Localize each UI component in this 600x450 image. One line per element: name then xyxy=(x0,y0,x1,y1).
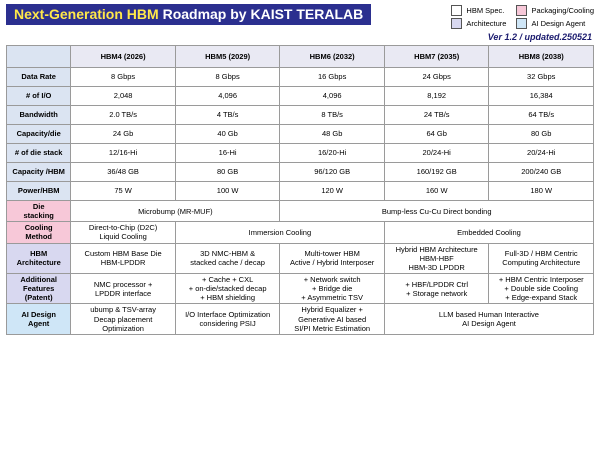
legend-item-ai-design-agent xyxy=(516,18,594,29)
row-header-capacity-hbm: Capacity /HBM xyxy=(7,163,71,182)
row-header-bandwidth: Bandwidth xyxy=(7,106,71,125)
row-header-hbm-architecture: HBM Architecture xyxy=(7,243,71,273)
cell-capacity-hbm-hbm8-2038: 200/240 GB xyxy=(489,163,594,182)
cell-capacity-hbm-hbm5-2029: 80 GB xyxy=(175,163,280,182)
cell-additional-features-patent-4: + HBM Centric Interposer + Double side Cooling + Edge-expand Stack xyxy=(489,273,594,303)
page-title xyxy=(6,4,371,25)
row-header-cooling-method: Cooling Method xyxy=(7,222,71,243)
legend-swatch-architecture xyxy=(451,18,462,29)
table-row xyxy=(7,144,594,163)
legend-label-packaging-cooling: Packaging/Cooling xyxy=(531,6,594,15)
cell-power-hbm-hbm5-2029: 100 W xyxy=(175,182,280,201)
table-row xyxy=(7,304,594,334)
cell-hbm-architecture-0: Custom HBM Base Die HBM-LPDDR xyxy=(71,243,176,273)
column-header-hbm6: HBM6 (2032) xyxy=(280,46,385,68)
legend-item-architecture xyxy=(451,18,506,29)
row-header-additional-features-patent: Additional Features (Patent) xyxy=(7,273,71,303)
cell-additional-features-patent-2: + Network switch + Bridge die + Asymmetric TSV xyxy=(280,273,385,303)
cell-hbm-architecture-1: 3D NMC-HBM & stacked cache / decap xyxy=(175,243,280,273)
row-header-data-rate: Data Rate xyxy=(7,68,71,87)
cell-capacity-die-hbm6-2032: 48 Gb xyxy=(280,125,385,144)
cell-capacity-die-hbm5-2029: 40 Gb xyxy=(175,125,280,144)
row-header-die-stacking: Die stacking xyxy=(7,201,71,222)
cell-of-die-stack-hbm7-2035: 20/24-Hi xyxy=(384,144,489,163)
title-highlight: Next-Generation HBM xyxy=(14,6,159,22)
cell-ai-design-agent-2: Hybrid Equalizer + Generative AI based SI/PI Metric Estimation xyxy=(280,304,385,334)
legend-swatch-packaging-cooling xyxy=(516,5,527,16)
column-header-hbm5: HBM5 (2029) xyxy=(175,46,280,68)
cell-cooling-method-1: Immersion Cooling xyxy=(175,222,384,243)
cell-bandwidth-hbm7-2035: 24 TB/s xyxy=(384,106,489,125)
cell-capacity-die-hbm4-2026: 24 Gb xyxy=(71,125,176,144)
cell-cooling-method-2: Embedded Cooling xyxy=(384,222,593,243)
roadmap-table xyxy=(6,45,594,335)
cell-data-rate-hbm8-2038: 32 Gbps xyxy=(489,68,594,87)
cell-die-stacking-0: Microbump (MR-MUF) xyxy=(71,201,280,222)
row-header-ai-design-agent: AI Design Agent xyxy=(7,304,71,334)
table-row xyxy=(7,125,594,144)
page-header xyxy=(6,4,594,29)
table-corner-cell xyxy=(7,46,71,68)
table-row xyxy=(7,201,594,222)
row-header-of-i-o: # of I/O xyxy=(7,87,71,106)
table-row xyxy=(7,243,594,273)
cell-hbm-architecture-3: Hybrid HBM Architecture HBM-HBF HBM-3D LPDDR xyxy=(384,243,489,273)
cell-power-hbm-hbm7-2035: 160 W xyxy=(384,182,489,201)
legend-label-hbm-spec: HBM Spec. xyxy=(466,6,505,15)
table-row xyxy=(7,222,594,243)
legend-label-architecture: Architecture xyxy=(466,19,507,28)
title-rest: Roadmap by KAIST TERALAB xyxy=(158,6,364,22)
cell-of-i-o-hbm5-2029: 4,096 xyxy=(175,87,280,106)
cell-power-hbm-hbm8-2038: 180 W xyxy=(489,182,594,201)
row-header-power-hbm: Power/HBM xyxy=(7,182,71,201)
column-header-hbm7: HBM7 (2035) xyxy=(384,46,489,68)
cell-data-rate-hbm7-2035: 24 Gbps xyxy=(384,68,489,87)
cell-of-die-stack-hbm8-2038: 20/24-Hi xyxy=(489,144,594,163)
table-row xyxy=(7,106,594,125)
cell-additional-features-patent-1: + Cache + CXL + on-die/stacked decap + HBM shielding xyxy=(175,273,280,303)
table-row xyxy=(7,163,594,182)
cell-of-i-o-hbm8-2038: 16,384 xyxy=(489,87,594,106)
cell-of-die-stack-hbm5-2029: 16-Hi xyxy=(175,144,280,163)
cell-bandwidth-hbm6-2032: 8 TB/s xyxy=(280,106,385,125)
cell-capacity-hbm-hbm4-2026: 36/48 GB xyxy=(71,163,176,182)
cell-cooling-method-0: Direct-to-Chip (D2C) Liquid Cooling xyxy=(71,222,176,243)
cell-of-i-o-hbm4-2026: 2,048 xyxy=(71,87,176,106)
legend-swatch-ai-design-agent xyxy=(516,18,527,29)
cell-power-hbm-hbm6-2032: 120 W xyxy=(280,182,385,201)
cell-data-rate-hbm4-2026: 8 Gbps xyxy=(71,68,176,87)
table-body xyxy=(7,68,594,335)
cell-ai-design-agent-3: LLM based Human Interactive AI Design Agent xyxy=(384,304,593,334)
cell-bandwidth-hbm4-2026: 2.0 TB/s xyxy=(71,106,176,125)
row-header-of-die-stack: # of die stack xyxy=(7,144,71,163)
legend-swatch-hbm-spec xyxy=(451,5,462,16)
cell-bandwidth-hbm8-2038: 64 TB/s xyxy=(489,106,594,125)
cell-hbm-architecture-4: Full-3D / HBM Centric Computing Architecture xyxy=(489,243,594,273)
cell-additional-features-patent-0: NMC processor + LPDDR interface xyxy=(71,273,176,303)
table-row xyxy=(7,273,594,303)
cell-capacity-die-hbm7-2035: 64 Gb xyxy=(384,125,489,144)
cell-hbm-architecture-2: Multi-tower HBM Active / Hybrid Interposer xyxy=(280,243,385,273)
row-header-capacity-die: Capacity/die xyxy=(7,125,71,144)
cell-additional-features-patent-3: + HBF/LPDDR Ctrl + Storage network xyxy=(384,273,489,303)
legend-item-packaging-cooling xyxy=(516,5,594,16)
version-label: Ver 1.2 / updated.250521 xyxy=(487,32,592,42)
legend-item-hbm-spec xyxy=(451,5,506,16)
column-header-hbm4: HBM4 (2026) xyxy=(71,46,176,68)
cell-capacity-die-hbm8-2038: 80 Gb xyxy=(489,125,594,144)
cell-of-die-stack-hbm4-2026: 12/16-Hi xyxy=(71,144,176,163)
cell-of-i-o-hbm6-2032: 4,096 xyxy=(280,87,385,106)
cell-data-rate-hbm5-2029: 8 Gbps xyxy=(175,68,280,87)
table-row xyxy=(7,182,594,201)
cell-capacity-hbm-hbm7-2035: 160/192 GB xyxy=(384,163,489,182)
cell-die-stacking-1: Bump-less Cu-Cu Direct bonding xyxy=(280,201,594,222)
cell-of-i-o-hbm7-2035: 8,192 xyxy=(384,87,489,106)
legend-label-ai-design-agent: AI Design Agent xyxy=(531,19,586,28)
cell-data-rate-hbm6-2032: 16 Gbps xyxy=(280,68,385,87)
table-row xyxy=(7,87,594,106)
cell-bandwidth-hbm5-2029: 4 TB/s xyxy=(175,106,280,125)
legend xyxy=(451,5,594,29)
column-header-hbm8: HBM8 (2038) xyxy=(489,46,594,68)
table-row xyxy=(7,68,594,87)
cell-capacity-hbm-hbm6-2032: 96/120 GB xyxy=(280,163,385,182)
cell-power-hbm-hbm4-2026: 75 W xyxy=(71,182,176,201)
table-header-row xyxy=(7,46,594,68)
cell-of-die-stack-hbm6-2032: 16/20-Hi xyxy=(280,144,385,163)
cell-ai-design-agent-0: ubump & TSV-array Decap placement Optimization xyxy=(71,304,176,334)
cell-ai-design-agent-1: I/O Interface Optimization considering PSIJ xyxy=(175,304,280,334)
